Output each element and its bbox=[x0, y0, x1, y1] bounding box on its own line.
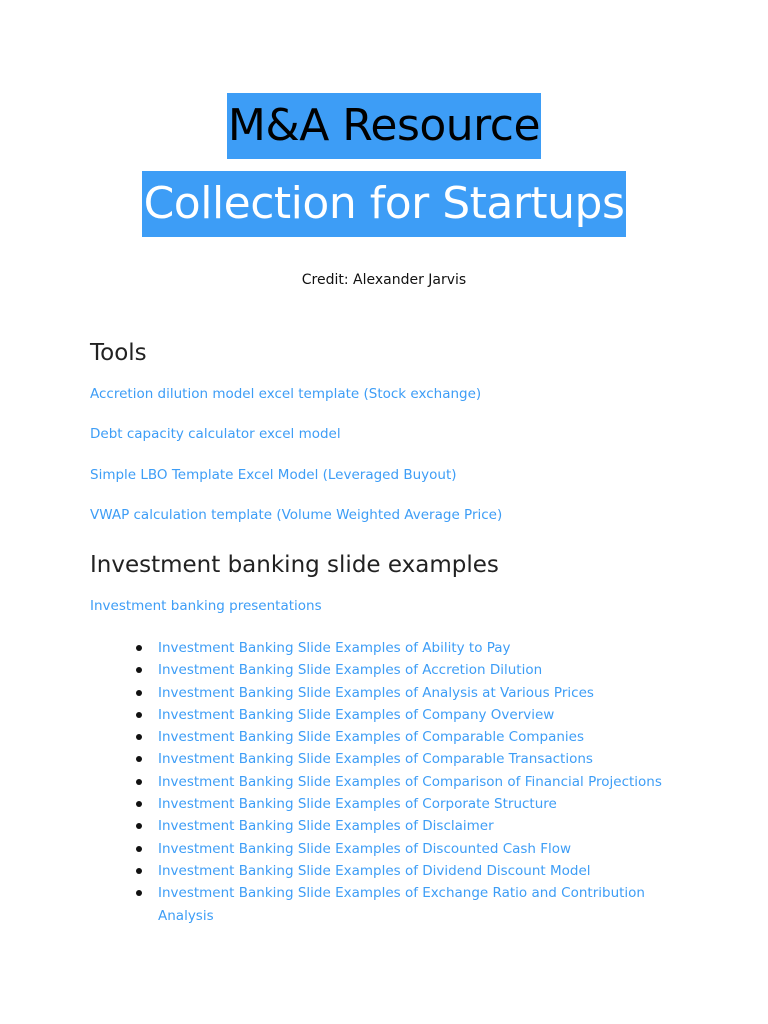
slide-example-link[interactable]: Investment Banking Slide Examples of Comparable Transactions bbox=[158, 751, 593, 768]
bullet-icon bbox=[136, 868, 142, 874]
title-line-1 bbox=[0, 93, 768, 159]
bullet-icon bbox=[136, 823, 142, 829]
slide-example-link[interactable]: Investment Banking Slide Examples of Analysis at Various Prices bbox=[158, 684, 594, 701]
slide-example-link[interactable]: Investment Banking Slide Examples of Exchange Ratio and Contribution Analysis bbox=[158, 885, 645, 924]
slide-example-link[interactable]: Investment Banking Slide Examples of Disclaimer bbox=[158, 818, 494, 835]
slide-example-link[interactable]: Investment Banking Slide Examples of Company Overview bbox=[158, 706, 555, 723]
list-item bbox=[90, 748, 670, 770]
bullet-icon bbox=[136, 645, 142, 651]
bullet-icon bbox=[136, 801, 142, 807]
bullet-icon bbox=[136, 756, 142, 762]
bullet-icon bbox=[136, 779, 142, 785]
slide-examples-list bbox=[90, 637, 670, 927]
list-item bbox=[90, 815, 670, 837]
list-item bbox=[90, 771, 670, 793]
title-line-2 bbox=[0, 171, 768, 237]
bullet-icon bbox=[136, 734, 142, 740]
bullet-icon bbox=[136, 712, 142, 718]
tools-link-simple-lbo[interactable]: Simple LBO Template Excel Model (Leveraged Buyout) bbox=[90, 467, 457, 483]
slide-example-link[interactable]: Investment Banking Slide Examples of Comparison of Financial Projections bbox=[158, 773, 662, 790]
list-item bbox=[90, 726, 670, 748]
tools-link-debt-capacity[interactable]: Debt capacity calculator excel model bbox=[90, 426, 341, 442]
bullet-icon bbox=[136, 890, 142, 896]
tools-link-vwap[interactable]: VWAP calculation template (Volume Weighted Average Price) bbox=[90, 507, 503, 523]
list-item bbox=[90, 659, 670, 681]
investment-banking-heading: Investment banking slide examples bbox=[90, 552, 499, 578]
title-line-1-text: M&A Resource bbox=[227, 93, 541, 159]
list-item bbox=[90, 838, 670, 860]
title-line-2-text: Collection for Startups bbox=[142, 171, 627, 237]
tools-heading: Tools bbox=[90, 340, 147, 366]
bullet-icon bbox=[136, 690, 142, 696]
list-item bbox=[90, 860, 670, 882]
slide-example-link[interactable]: Investment Banking Slide Examples of Ability to Pay bbox=[158, 640, 511, 656]
bullet-icon bbox=[136, 667, 142, 673]
slide-example-link[interactable]: Investment Banking Slide Examples of Dividend Discount Model bbox=[158, 862, 591, 879]
tools-link-accretion-dilution[interactable]: Accretion dilution model excel template (Stock exchange) bbox=[90, 386, 482, 402]
list-item bbox=[90, 682, 670, 704]
list-item bbox=[90, 793, 670, 815]
slide-example-link[interactable]: Investment Banking Slide Examples of Corporate Structure bbox=[158, 796, 557, 813]
slide-example-link[interactable]: Investment Banking Slide Examples of Discounted Cash Flow bbox=[158, 840, 572, 857]
slide-example-link[interactable]: Investment Banking Slide Examples of Accretion Dilution bbox=[158, 662, 543, 679]
list-item bbox=[90, 882, 670, 927]
credit-text: Credit: Alexander Jarvis bbox=[301, 272, 467, 288]
list-item bbox=[90, 637, 670, 659]
bullet-icon bbox=[136, 846, 142, 852]
slide-example-link[interactable]: Investment Banking Slide Examples of Comparable Companies bbox=[158, 729, 585, 746]
investment-banking-presentations-link[interactable]: Investment banking presentations bbox=[90, 598, 322, 614]
list-item bbox=[90, 704, 670, 726]
